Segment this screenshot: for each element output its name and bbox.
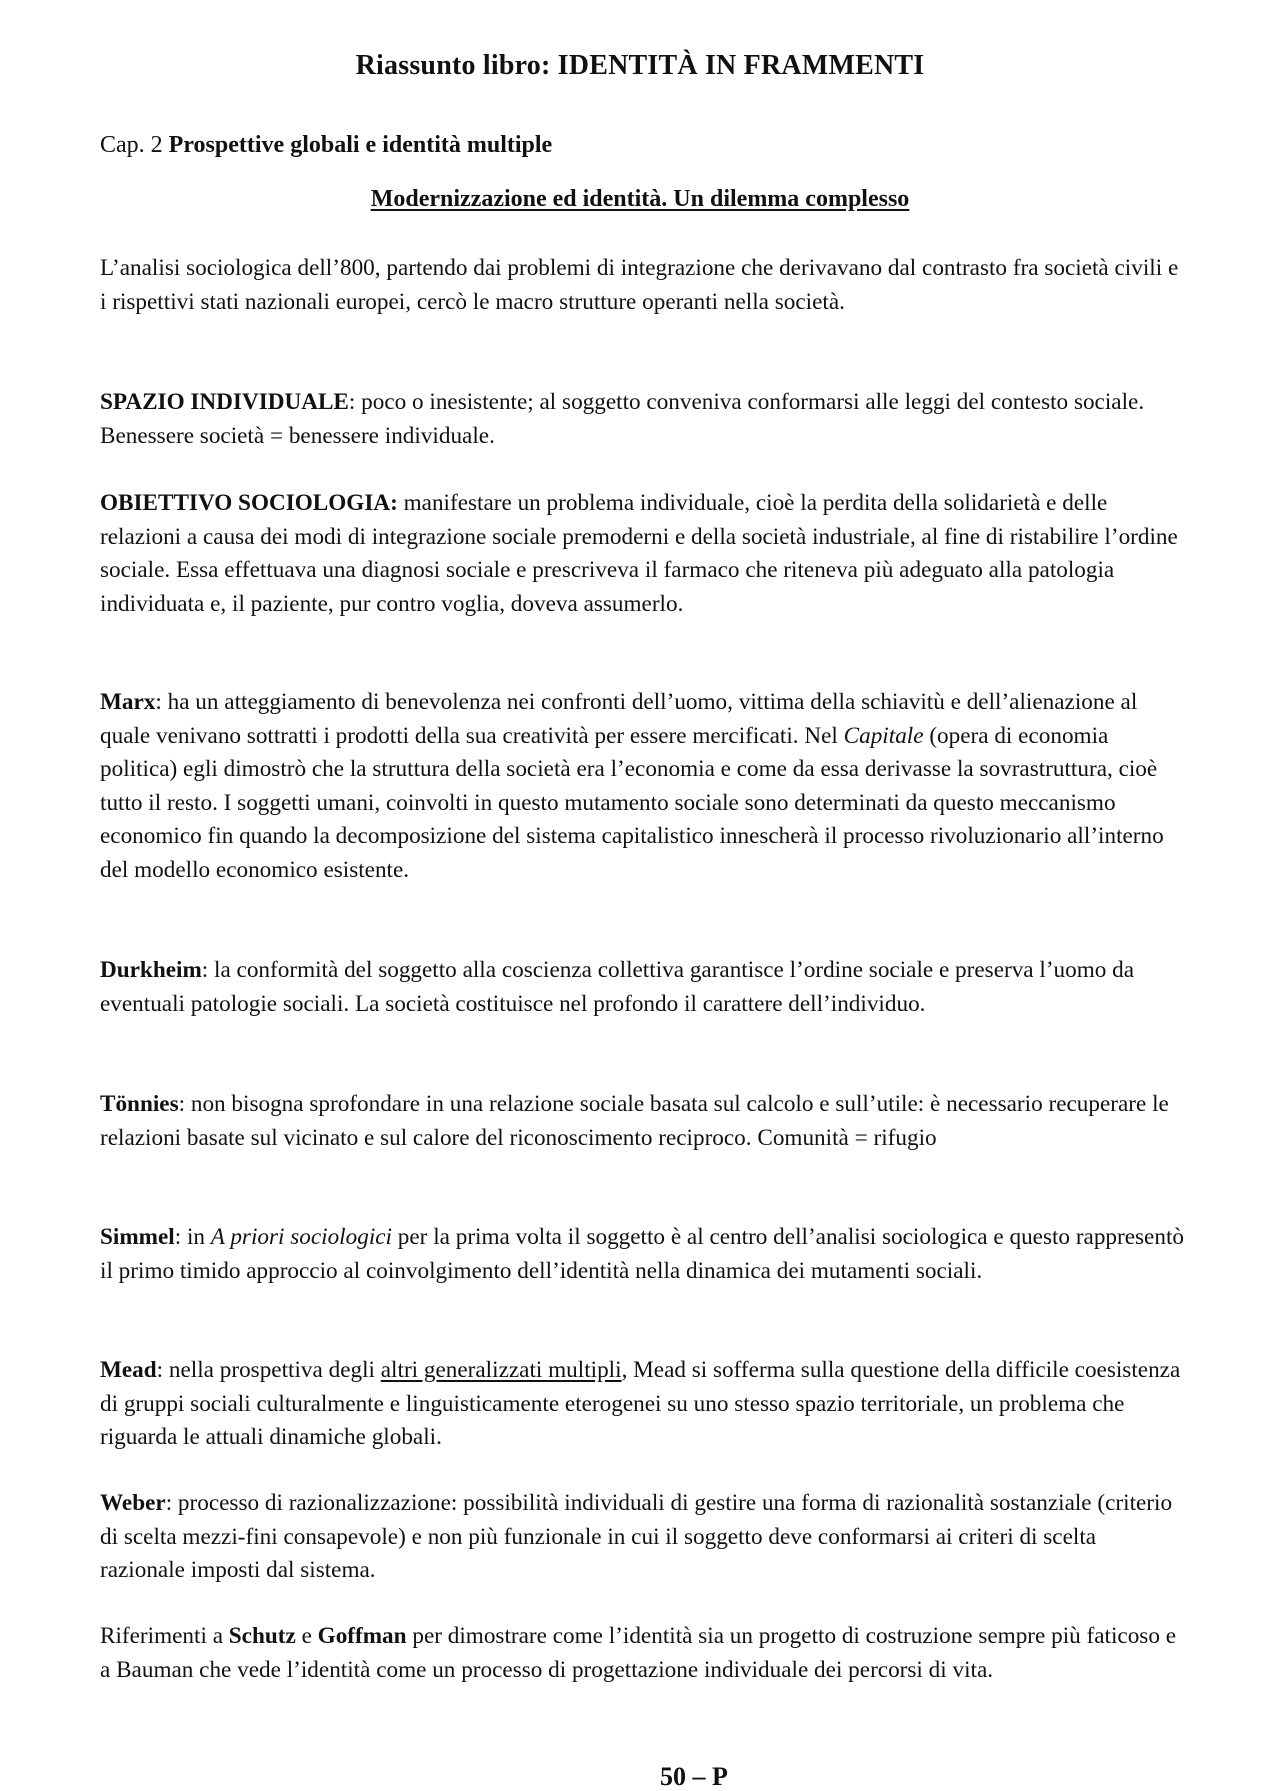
paragraph-durkheim — [100, 954, 1185, 1021]
paragraph-tonnies — [100, 1088, 1185, 1155]
underlined-altri-generalizzati: altri generalizzati multipli — [380, 1357, 622, 1383]
page-footer-fragment — [660, 1762, 770, 1791]
chapter-name: Prospettive globali e identità multiple — [168, 132, 553, 158]
paragraph-spazio-individuale — [100, 386, 1185, 453]
term-mead: Mead — [100, 1357, 157, 1383]
text-simmel-b: per la prima volta il soggetto è al centro dell’analisi sociologica e questo rappresentò il primo timido approccio al coinvolgimento dell’identità nella dinamica dei mutamenti sociali. — [100, 1224, 1184, 1284]
chapter-prefix: Cap. 2 — [100, 132, 169, 158]
chapter-heading — [100, 132, 552, 159]
text-obiettivo-sociologia: manifestare un problema individuale, cioè la perdita della solidarietà e delle relazioni a causa dei modi di integrazione sociale premoderni e della società industriale, al fine di ristabilire l’ordine sociale. Essa effettuava una diagnosi sociale e prescriveva il farmaco che riteneva più adeguato alla patologia individuata e, il paziente, pur contro voglia, doveva assumerlo. — [100, 490, 1178, 617]
text-simmel-a: : in — [174, 1224, 211, 1250]
term-goffman: Goffman — [317, 1623, 407, 1649]
text-marx-b: (opera di economia politica) egli dimostrò che la struttura della società era l’economia e come da essa derivasse la sovrastruttura, cioè tutto il resto. I soggetti umani, coinvolti in questo mutamento sociale sono determinati da questo meccanismo economico fin quando la decomposizione del sistema capitalistico innescherà il processo rivoluzionario all’interno del modello economico esistente. — [100, 722, 1164, 883]
paragraph-marx — [100, 686, 1185, 887]
term-simmel: Simmel — [100, 1224, 175, 1250]
paragraph-riferimenti — [100, 1620, 1185, 1687]
paragraph-mead — [100, 1354, 1185, 1455]
text-durkheim: : la conformità del soggetto alla coscienza collettiva garantisce l’ordine sociale e preserva l’uomo da eventuali patologie sociali. La società costituisce nel profondo il carattere dell’individuo. — [100, 957, 1135, 1017]
paragraph-obiettivo-sociologia — [100, 487, 1185, 621]
text-marx-a: : ha un atteggiamento di benevolenza nei confronti dell’uomo, vittima della schiavitù e dell’alienazione al quale venivano sottratti i prodotti della sua creatività per essere mercificati. Nel — [100, 689, 1138, 749]
text-mead-b: , Mead si sofferma sulla questione della difficile coesistenza di gruppi sociali culturalmente e linguisticamente eterogenei su uno stesso spazio territoriale, un problema che riguarda le attuali dinamiche globali. — [100, 1357, 1181, 1450]
term-schutz: Schutz — [228, 1623, 296, 1649]
paragraph-intro: L’analisi sociologica dell’800, partendo dai problemi di integrazione che derivavano dal contrasto fra società civili e i rispettivi stati nazionali europei, cercò le macro strutture operanti nella società. — [100, 255, 1179, 315]
text-tonnies: : non bisogna sprofondare in una relazione sociale basata sul calcolo e sull’utile: è necessario recuperare le relazioni basate sul vicinato e sul calore del riconoscimento reciproco. Comunità = rifugio — [100, 1091, 1169, 1151]
text-riferimenti-b: e — [295, 1623, 318, 1649]
term-weber: Weber — [100, 1490, 166, 1516]
term-spazio-individuale: SPAZIO INDIVIDUALE — [100, 389, 349, 415]
footer-fragment-text: 50 – P — [660, 1762, 728, 1791]
term-tonnies: Tönnies — [100, 1091, 179, 1117]
document-title: Riassunto libro: IDENTITÀ IN FRAMMENTI — [355, 50, 925, 81]
term-marx: Marx — [100, 689, 156, 715]
italic-a-priori-sociologici: A priori sociologici — [210, 1224, 392, 1250]
text-riferimenti-c: per dimostrare come l’identità sia un progetto di costruzione sempre più faticoso e a Bauman che vede l’identità come un processo di progettazione individuale dei percorsi di vita. — [100, 1623, 1177, 1683]
section-subtitle: Modernizzazione ed identità. Un dilemma complesso — [370, 186, 910, 212]
text-weber: : processo di razionalizzazione: possibilità individuali di gestire una forma di razionalità sostanziale (criterio di scelta mezzi-fini consapevole) e non più funzionale in cui il soggetto deve conformarsi ai criteri di scelta razionale imposti dal sistema. — [100, 1490, 1173, 1583]
term-obiettivo-sociologia: OBIETTIVO SOCIOLOGIA: — [100, 490, 398, 516]
paragraph-simmel — [100, 1221, 1185, 1288]
text-mead-a: : nella prospettiva degli — [156, 1357, 381, 1383]
italic-capitale: Capitale — [843, 722, 924, 749]
paragraph-weber — [100, 1487, 1185, 1588]
term-durkheim: Durkheim — [100, 957, 202, 983]
text-riferimenti-a: Riferimenti a — [100, 1623, 229, 1649]
text-spazio-individuale: : poco o inesistente; al soggetto conveniva conformarsi alle leggi del contesto sociale. Benessere società = benessere individuale. — [100, 389, 1145, 449]
